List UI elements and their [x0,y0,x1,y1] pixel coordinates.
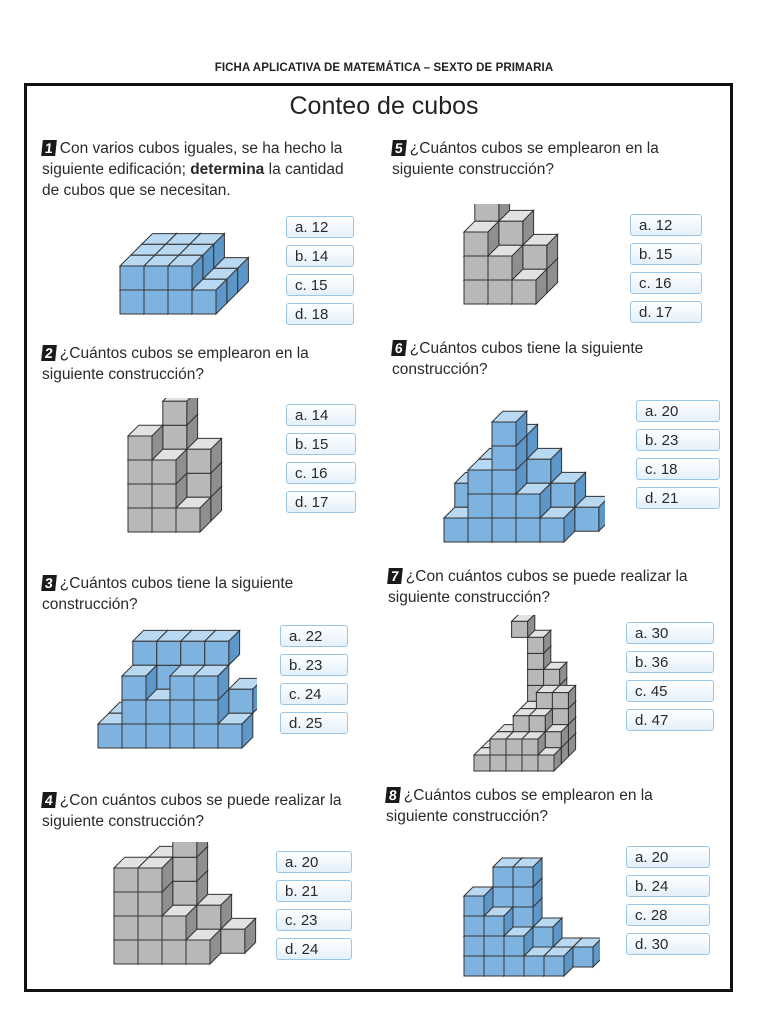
question-number: 8 [385,787,400,803]
cube [138,857,173,892]
option-d[interactable]: d. 17 [630,301,702,323]
question-text: ¿Con cuántos cubos se puede realizar la siguiente construcción? [388,568,688,606]
question-text: ¿Con cuántos cubos se puede realizar la siguiente construcción? [42,792,342,830]
cube-figure-5 [460,204,575,309]
question-number: 1 [41,140,56,156]
question-7 [388,566,708,608]
page-header: FICHA APLICATIVA DE MATEMÁTICA – SEXTO DE PRIMARIA [214,62,554,74]
option-c[interactable]: c. 45 [626,680,714,702]
question-text: Con varios cubos iguales, se ha hecho la siguiente edificación; [42,140,343,178]
cube [464,887,493,916]
option-a[interactable]: a. 20 [636,400,720,422]
cube-figure-6 [440,392,605,547]
question-number: 4 [41,792,56,808]
options-8 [626,846,710,962]
option-a[interactable]: a. 20 [626,846,710,868]
question-text: ¿Cuántos cubos tiene la siguiente construcción? [392,340,644,378]
question-3 [42,573,362,615]
cube-figure-3 [92,620,257,755]
question-text: ¿Cuántos cubos se emplearon en la siguiente construcción? [386,787,653,825]
cube [529,709,552,732]
question-1 [42,138,362,201]
cube-figure-1 [112,228,262,323]
cube [573,938,600,967]
question-6 [392,338,707,380]
option-b[interactable]: b. 36 [626,651,714,673]
option-a[interactable]: a. 22 [280,625,348,647]
question-4 [42,790,362,832]
cube-figure-7 [470,615,600,775]
option-d[interactable]: d. 47 [626,709,714,731]
question-text: ¿Cuántos cubos se emplearon en la siguiente construcción? [392,140,659,178]
cube [205,630,240,665]
option-c[interactable]: c. 28 [626,904,710,926]
question-number: 7 [387,568,402,584]
options-2 [286,404,356,520]
question-text: la cantidad de cubos que se necesitan. [42,161,344,199]
options-3 [280,625,348,741]
question-number: 5 [391,140,406,156]
cube-figure-2 [120,398,230,543]
option-b[interactable]: b. 21 [276,880,352,902]
cube [194,665,229,700]
option-a[interactable]: a. 14 [286,404,356,426]
option-c[interactable]: c. 15 [286,274,354,296]
option-b[interactable]: b. 23 [636,429,720,451]
question-text-bold: determina [190,161,265,178]
cube [552,685,575,708]
question-text: ¿Cuántos cubos tiene la siguiente construcción? [42,575,294,613]
cube [522,732,545,755]
option-b[interactable]: b. 15 [630,243,702,265]
cube [122,665,157,700]
question-number: 2 [41,345,56,361]
options-7 [626,622,714,738]
option-a[interactable]: a. 30 [626,622,714,644]
question-number: 6 [391,340,406,356]
option-d[interactable]: d. 18 [286,303,354,325]
cube [128,425,163,460]
option-d[interactable]: d. 25 [280,712,348,734]
options-4 [276,851,352,967]
option-a[interactable]: a. 20 [276,851,352,873]
option-c[interactable]: c. 16 [630,272,702,294]
worksheet-title: Conteo de cubos [289,92,479,120]
option-b[interactable]: b. 23 [280,654,348,676]
option-b[interactable]: b. 15 [286,433,356,455]
cube-figure-4 [108,842,258,972]
option-d[interactable]: d. 24 [276,938,352,960]
option-a[interactable]: a. 12 [630,214,702,236]
question-8 [386,785,706,827]
cube-figure-8 [460,838,600,978]
cube [229,678,257,713]
option-d[interactable]: d. 30 [626,933,710,955]
option-c[interactable]: c. 18 [636,458,720,480]
cube [492,411,527,446]
cube [544,947,573,976]
cube [464,221,499,256]
question-text: ¿Cuántos cubos se emplearon en la siguiente construcción? [42,345,309,383]
option-a[interactable]: a. 12 [286,216,354,238]
options-1 [286,216,354,332]
options-5 [630,214,702,330]
option-b[interactable]: b. 24 [626,875,710,897]
option-d[interactable]: d. 17 [286,491,356,513]
cube [513,858,542,887]
cube [512,615,535,637]
options-6 [636,400,720,516]
question-2 [42,343,362,385]
option-b[interactable]: b. 14 [286,245,354,267]
option-d[interactable]: d. 21 [636,487,720,509]
question-number: 3 [41,575,56,591]
option-c[interactable]: c. 16 [286,462,356,484]
option-c[interactable]: c. 23 [276,909,352,931]
question-5 [392,138,707,180]
cube [168,255,203,290]
option-c[interactable]: c. 24 [280,683,348,705]
